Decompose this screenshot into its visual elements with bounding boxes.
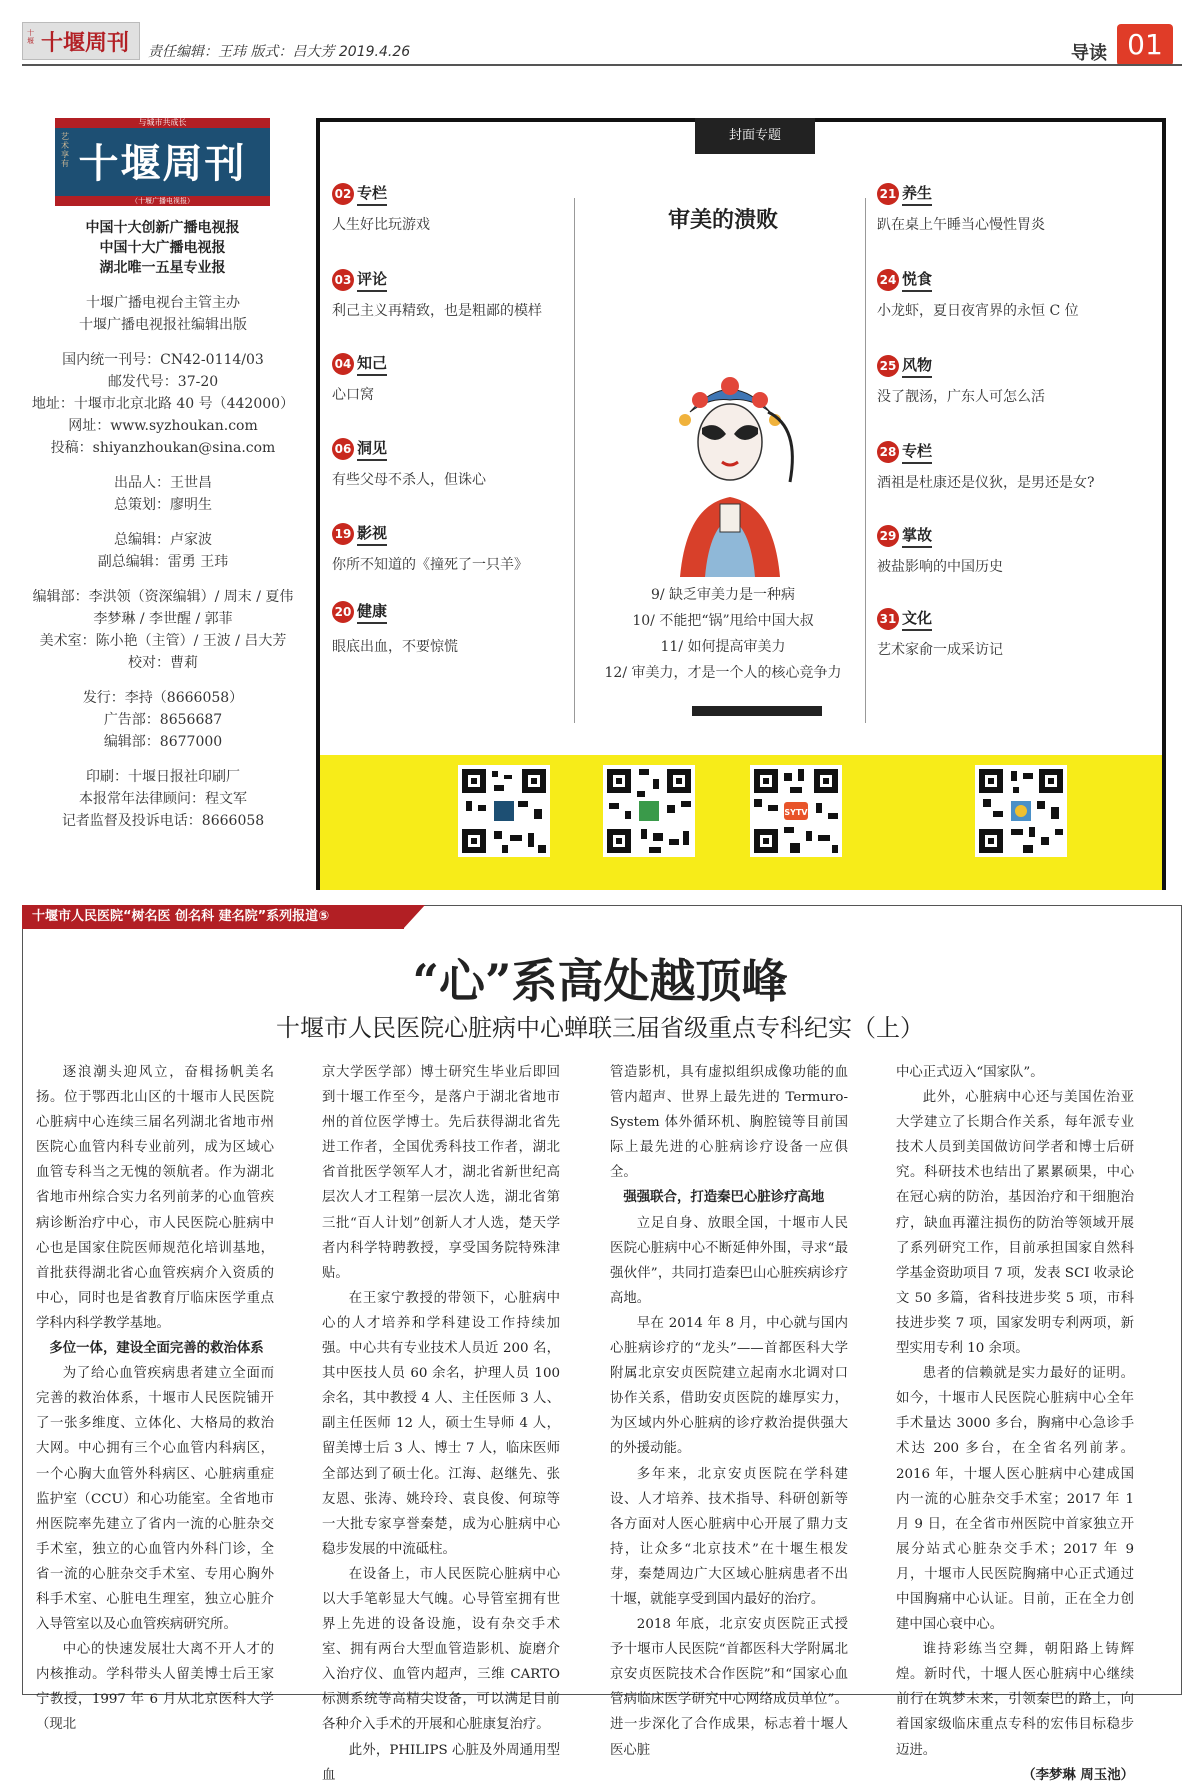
qr-code-band (320, 755, 1162, 890)
paragraph: 中心正式迈入“国家队”。 (896, 1065, 1044, 1080)
page-number-icon: 21 (877, 183, 899, 205)
paragraph: 在设备上，市人民医院心脏病中心以大手笔彰显大气魄。心导管室拥有世界上先进的设备设施，设有杂交手术室、拥有两台大型血管造影机、旋磨介入治疗仪、血管内超声，三维 CARTO 标测系统等高精尖设备，可以满足目前各种介入手术的开展和心脏康复治疗。 (322, 1566, 560, 1733)
toc-category: 专栏 (357, 182, 387, 206)
page-number-icon: 29 (877, 525, 899, 547)
toc-category: 专栏 (902, 440, 932, 464)
editor-line: 责任编辑：王玮 版式：吕大芳 2019.4.26 (148, 44, 411, 60)
credit-line: 邮发代号：37-20 (107, 374, 219, 390)
cover-feature-box (316, 118, 1166, 890)
banner-notch (403, 905, 425, 929)
toc-category: 悦食 (902, 268, 932, 292)
paragraph: 2018 年底，北京安贞医院正式授予十堰市人民医院“首都医科大学附属北京安贞医院技术合作医院”和“国家心血管病临床医学研究中心网络成员单位”。进一步深化了合作成果，标志着十堰人医心脏 (610, 1617, 848, 1758)
page-number-icon: 04 (332, 353, 354, 375)
article-column-3 (610, 1060, 848, 1763)
toc-item[interactable] (877, 440, 1137, 492)
toc-description: 酒祖是杜康还是仪狄，是男还是女? (877, 475, 1095, 491)
credit-line: 投稿：shiyanzhoukan@sina.com (50, 440, 276, 456)
qr-badge-label: SYTV (784, 808, 808, 817)
toc-description: 趴在桌上午睡当心慢性胃炎 (877, 217, 1045, 233)
paragraph: 早在 2014 年 8 月，中心就与国内心脏病诊疗的“龙头”——首都医科大学附属北京安贞医院建立起南水北调对口协作关系，借助安贞医院的雄厚实力，为区域内外心脏病的诊疗救治提供强大的外援动能。 (610, 1315, 848, 1457)
masthead-top: 与城市共成长 (55, 118, 270, 128)
feature-article-list (598, 582, 848, 686)
credit-line: 地址：十堰市北京北路 40 号（442000） (31, 396, 295, 412)
toc-description: 你所不知道的《撞死了一只羊》 (332, 557, 528, 573)
paragraph: 多年来，北京安贞医院在学科建设、人才培养、技术指导、科研创新等各方面对人医心脏病中心开展了鼎力支持，让众多“北京技术”在十堰生根发芽，秦楚周边广大区域心脏病患者不出十堰，就能享受到国内最好的治疗。 (610, 1466, 848, 1607)
toc-description: 艺术家俞一成采访记 (877, 642, 1003, 658)
brand-name: 十堰周刊 (41, 30, 130, 56)
paragraph: 立足自身、放眼全国，十堰市人民医院心脏病中心不断延伸外围，寻求“最强伙伴”，共同打造秦巴山心脏疾病诊疗高地。 (610, 1215, 848, 1306)
article-headline: “心”系高处越顶峰 (412, 954, 788, 1008)
header-rule (22, 64, 1182, 66)
masthead-logo (55, 118, 270, 206)
toc-category: 文化 (902, 607, 932, 631)
toc-category: 健康 (357, 600, 387, 624)
toc-description: 眼底出血，不要惊慌 (332, 639, 458, 655)
honors-list (30, 218, 295, 278)
section-subheading: 多位一体，建设全面完善的救治体系 (49, 1341, 264, 1357)
page-number-icon: 28 (877, 441, 899, 463)
section-subheading: 强强联合，打造秦巴心脏诊疗高地 (623, 1190, 825, 1206)
credit-line: 副总编辑：雷勇 王玮 (97, 554, 229, 570)
credit-line: 总编辑：卢家波 (114, 532, 212, 548)
feature-title: 审美的溃败 (667, 207, 778, 233)
toc-item[interactable] (877, 354, 1137, 406)
article-column-4 (896, 1060, 1134, 1788)
toc-category: 风物 (902, 354, 932, 378)
credit-line: 本报常年法律顾问：程文军 (79, 791, 247, 807)
article-column-2 (322, 1060, 560, 1788)
credit-line: 国内统一刊号：CN42-0114/03 (62, 352, 264, 368)
page-number-icon: 06 (332, 438, 354, 460)
toc-item[interactable] (877, 607, 1137, 659)
toc-description: 被盐影响的中国历史 (877, 559, 1003, 575)
qr-code-icon[interactable] (603, 765, 695, 857)
toc-item[interactable] (332, 600, 592, 656)
credits-block (18, 292, 308, 832)
toc-item[interactable] (877, 268, 1137, 320)
page-number-icon: 02 (332, 183, 354, 205)
honor-line: 湖北唯一五星专业报 (99, 260, 226, 276)
page-header (0, 0, 1200, 64)
page-number-icon: 31 (877, 608, 899, 630)
paragraph: 在王家宁教授的带领下，心脏病中心的人才培养和学科建设工作持续加强。中心共有专业技术人员近 200 名，其中医技人员 60 余名，护理人员 100 余名，其中教授 4 人、主任医师 3 人、副主任医师 12 人，硕士生导师 4 人，留美博士后 3 人、博士 7 人，临床医师全部达到了硕士化。江海、赵继先、张友恩、张涛、姚玲玲、袁良俊、何琼等一大批专家享誉秦楚，成为心脏病中心稳步发展的中流砥柱。 (322, 1290, 560, 1557)
page-number-badge: 01 (1117, 24, 1173, 66)
paragraph: 逐浪潮头迎风立，奋楫扬帆美名扬。位于鄂西北山区的十堰市人民医院心脏病中心连续三届名列湖北省地市州医院心血管内科专业前列，成为区域心血管专科当之无愧的领航者。作为湖北省地市州综合实力名列前茅的心血管疾病诊断治疗中心，市人民医院心脏病中心也是国家住院医师规范化培训基地，首批获得湖北省心血管疾病介入资质的中心，同时也是省教育厅临床医学重点学科内科学教学基地。 (36, 1065, 274, 1331)
paragraph: 此外，心脏病中心还与美国佐治亚大学建立了长期合作关系，每年派专业技术人员到美国做访问学者和博士后研究。科研技术也结出了累累硕果，中心在冠心病的防治，基因治疗和干细胞治疗，缺血再灌注损伤的防治等领域开展了系列研究工作，目前承担国家自然科学基金资助项目 7 项，发表 SCI 收录论文 50 多篇，省科技进步奖 5 项，市科技进步奖 7 项，国家发明专利两项，新型实用专利 10 余项。 (896, 1090, 1134, 1357)
credit-line: 发行：李持（8666058） (82, 690, 244, 706)
page-number-icon: 03 (332, 269, 354, 291)
masthead-seal: 艺术享有 (61, 132, 69, 168)
toc-category: 掌故 (902, 524, 932, 548)
toc-category: 洞见 (357, 437, 387, 461)
brand-tiny: 十堰 (27, 29, 34, 45)
toc-description: 人生好比玩游戏 (332, 217, 430, 233)
page-number-icon: 19 (332, 523, 354, 545)
opera-figure-illustration (650, 372, 810, 577)
masthead-sub: （十堰广播电视报） (55, 196, 270, 206)
toc-category: 知己 (357, 352, 387, 376)
credit-line: 美术室：陈小艳（主管）/ 王波 / 吕大芳 (39, 633, 287, 649)
toc-item[interactable] (877, 524, 1137, 576)
credit-line: 李梦琳 / 李世醒 / 郭菲 (93, 611, 233, 627)
toc-item[interactable] (332, 268, 592, 320)
feature-bar (692, 706, 822, 716)
credit-line: 编辑部：李洪领（资深编辑）/ 周末 / 夏伟 (32, 589, 294, 605)
credit-line: 校对：曹莉 (128, 655, 198, 671)
credit-line: 记者监督及投诉电话：8666058 (61, 813, 265, 829)
article-column-1 (36, 1060, 274, 1738)
credit-line: 总策划：廖明生 (114, 497, 212, 513)
toc-item[interactable] (877, 182, 1137, 234)
toc-category: 评论 (357, 268, 387, 292)
honor-line: 中国十大创新广播电视报 (85, 220, 240, 236)
page-number-icon: 20 (332, 601, 354, 623)
toc-description: 有些父母不杀人，但诛心 (332, 472, 486, 488)
paragraph: 管造影机，具有虚拟组织成像功能的血管内超声、世界上最先进的 Termuro-System 体外循环机、胸腔镜等目前国际上最先进的心脏病诊疗设备一应俱全。 (610, 1065, 848, 1181)
paragraph: 谁持彩练当空舞，朝阳路上铸辉煌。新时代，十堰人医心脏病中心继续前行在筑梦未来，引领秦巴的路上，向着国家级临床重点专科的宏伟目标稳步迈进。 (896, 1642, 1134, 1758)
feature-article-link[interactable]: 9/ 缺乏审美力是一种病 (650, 587, 796, 603)
page-number-icon: 24 (877, 269, 899, 291)
toc-item[interactable] (332, 352, 592, 404)
paragraph: 京大学医学部）博士研究生毕业后即回到十堰工作至今，是落户于湖北省地市州的首位医学博士。先后获得湖北省先进工作者，全国优秀科技工作者，湖北省首批医学领军人才，湖北省新世纪高层次人才工程第一层次人选，湖北省第三批“百人计划”创新人才人选，楚天学者内科学特聘教授，享受国务院特殊津贴。 (322, 1065, 560, 1281)
toc-description: 心口窝 (332, 387, 374, 403)
feature-article-link[interactable]: 10/ 不能把“锅”甩给中国大叔 (632, 613, 814, 629)
credit-line: 十堰广播电视报社编辑出版 (79, 317, 247, 333)
cover-tab: 封面专题 (695, 118, 815, 154)
toc-item[interactable] (332, 522, 592, 574)
credit-line: 印刷：十堰日报社印刷厂 (86, 769, 240, 785)
toc-description: 利己主义再精致，也是粗鄙的模样 (332, 303, 542, 319)
article-subheadline: 十堰市人民医院心脏病中心蝉联三届省级重点专科纪实（上） (276, 1014, 924, 1042)
credit-line: 广告部：8656687 (103, 712, 223, 728)
toc-category: 养生 (902, 182, 932, 206)
page-number-icon: 25 (877, 355, 899, 377)
brand-tab (22, 22, 140, 60)
toc-item[interactable] (332, 437, 592, 489)
credit-line: 十堰广播电视台主管主办 (86, 295, 240, 311)
article-byline: （李梦琳 周玉池） (1022, 1767, 1134, 1783)
credit-line: 出品人：王世昌 (114, 475, 212, 491)
toc-description: 没了靓汤，广东人可怎么活 (877, 389, 1045, 405)
qr-code-icon[interactable] (975, 765, 1067, 857)
paragraph: 为了给心血管疾病患者建立全面而完善的救治体系，十堰市人民医院铺开了一张多维度、立体化、大格局的救治大网。中心拥有三个心血管内科病区，一个心胸大血管外科病区、心脏病重症监护室（CCU）和心功能室。全省地市州医院率先建立了省内一流的心脏杂交手术室，独立的心血管内外科门诊，全省一流的心脏杂交手术室、专用心胸外科手术室、心脏电生理室，独立心脏介入导管室以及心血管疾病研究所。 (36, 1366, 274, 1633)
section-title: 导读 (1071, 43, 1107, 64)
feature-article-link[interactable]: 11/ 如何提高审美力 (660, 639, 786, 655)
toc-category: 影视 (357, 522, 387, 546)
paragraph: 患者的信赖就是实力最好的证明。如今，十堰市人民医院心脏病中心全年手术量达 3000 多台，胸痛中心急诊手术达 200 多台，在全省名列前茅。2016 年，十堰人医心脏病中心建成国内一流的心脏杂交手术室；2017 年 1 月 9 日，在全省市州医院中首家独立开展分站式心脏杂交手术；2017 年 9 月，十堰市人民医院胸痛中心正式通过中国胸痛中心认证。目前，正在全力创建中国心衰中心。 (896, 1366, 1134, 1633)
series-banner: 十堰市人民医院“树名医 创名科 建名院”系列报道⑤ (22, 905, 404, 929)
paragraph: 此外，PHILIPS 心脏及外周通用型血 (322, 1742, 560, 1783)
honor-line: 中国十大广播电视报 (99, 240, 226, 256)
feature-article-link[interactable]: 12/ 审美力，才是一个人的核心竞争力 (604, 665, 842, 681)
column-divider (865, 198, 866, 723)
toc-item[interactable] (332, 182, 592, 234)
toc-description: 小龙虾，夏日夜宵界的永恒 C 位 (877, 303, 1079, 319)
qr-code-icon[interactable] (458, 765, 550, 857)
qr-code-icon[interactable] (750, 765, 842, 857)
credit-line: 网址：www.syzhoukan.com (68, 418, 258, 434)
credit-line: 编辑部：8677000 (103, 734, 223, 750)
paragraph: 中心的快速发展壮大离不开人才的内核推动。学科带头人留美博士后王家宁教授，1997 年 6 月从北京医科大学（现北 (36, 1642, 274, 1733)
masthead-title: 十堰周刊 (78, 140, 247, 187)
